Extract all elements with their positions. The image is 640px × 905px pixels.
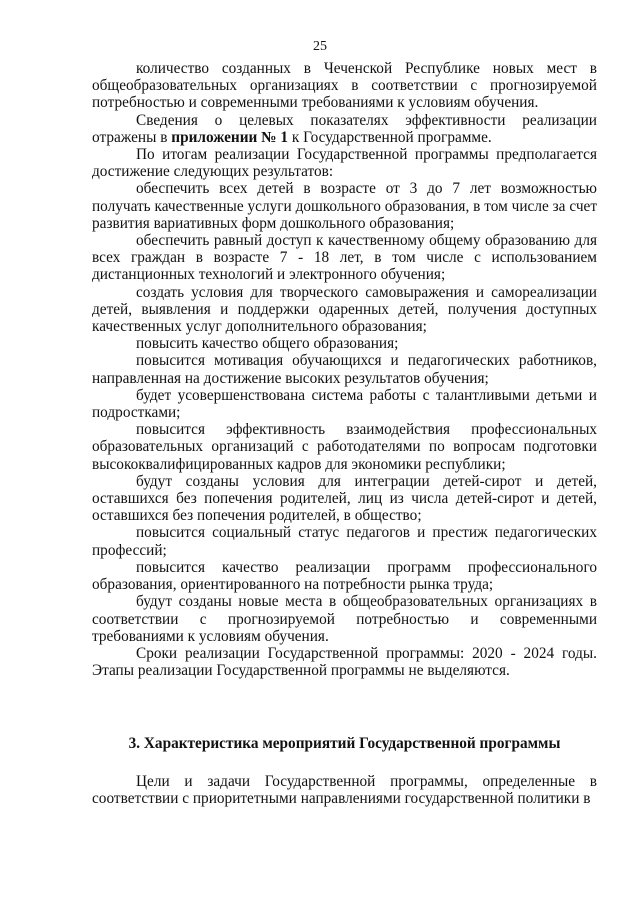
result-item: повысится качество реализации программ профессионального образования, ориентированного на потребности рынка труда; xyxy=(92,558,597,594)
document-body xyxy=(92,60,597,807)
paragraph-text: к Государственной программе. xyxy=(288,128,492,146)
paragraph-text: Сведения о целевых показателях эффективности реализации отражены в xyxy=(92,111,597,146)
paragraph: количество созданных в Чеченской Республике новых мест в общеобразовательных организациях в соответствии с прогнозируемой потребностью и современными требованиями к условиям обучения. xyxy=(92,60,597,112)
paragraph: Сроки реализации Государственной программы: 2020 - 2024 годы. Этапы реализации Государственной программы не выделяются. xyxy=(92,644,597,680)
result-item: будут созданы условия для интеграции детей-сирот и детей, оставшихся без попечения родителей, лиц из числа детей-сирот и детей, оставшихся без попечения родителей, в общество; xyxy=(92,472,597,525)
section-heading: 3. Характеристика мероприятий Государственной программы xyxy=(128,735,561,753)
result-item: создать условия для творческого самовыражения и самореализации детей, выявления и поддержки одаренных детей, получения доступных качественных услуг дополнительного образования; xyxy=(92,283,597,336)
result-item: повысится эффективность взаимодействия профессиональных образовательных организаций с работодателями по вопросам подготовки высококвалифицированных кадров для экономики республики; xyxy=(92,421,597,473)
result-item: повысится мотивация обучающихся и педагогических работников, направленная на достижение высоких результатов обучения; xyxy=(92,352,597,387)
page-number: 25 xyxy=(313,39,327,54)
result-item: повысить качество общего образования; xyxy=(136,335,399,353)
paragraph-appendix-reference xyxy=(92,112,597,146)
section-paragraph: Цели и задачи Государственной программы, определенные в соответствии с приоритетными направлениями государственной политики в xyxy=(92,772,597,807)
appendix-reference: приложении № 1 xyxy=(171,128,289,146)
paragraph: По итогам реализации Государственной программы предполагается достижение следующих результатов: xyxy=(92,146,597,181)
result-item: обеспечить всех детей в возрасте от 3 до 7 лет возможностью получать качественные услуги дошкольного образования, в том числе за счет развития вариативных форм дошкольного образования; xyxy=(92,180,597,232)
section-spacer xyxy=(92,753,597,773)
result-item: повысится социальный статус педагогов и престиж педагогических профессий; xyxy=(92,524,597,559)
result-item: обеспечить равный доступ к качественному общему образованию для всех граждан в возрасте 7 - 18 лет, в том числе с использованием дистанционных технологий и электронного обучения; xyxy=(92,232,597,284)
result-item: будут созданы новые места в общеобразовательных организациях в соответствии с прогнозируемой потребностью и современными требованиями к условиям обучения. xyxy=(92,593,597,645)
section-spacer xyxy=(92,679,597,735)
result-item: будет усовершенствована система работы с талантливыми детьми и подростками; xyxy=(92,386,597,422)
